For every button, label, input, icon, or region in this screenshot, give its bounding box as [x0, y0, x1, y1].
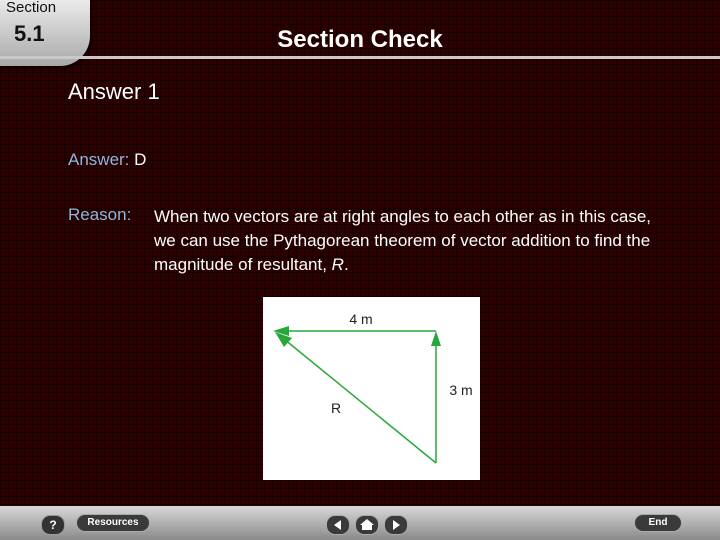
back-arrow-icon	[327, 516, 349, 534]
forward-button[interactable]	[384, 515, 408, 535]
answer-value: D	[134, 150, 147, 169]
back-button[interactable]	[326, 515, 350, 535]
vector-diagram-svg	[263, 297, 480, 480]
reason-text	[154, 205, 674, 277]
answer-line	[68, 150, 146, 170]
section-label: Section	[6, 0, 57, 16]
section-number: 5.1	[14, 21, 45, 46]
help-button[interactable]	[41, 515, 65, 535]
reason-label: Reason:	[68, 205, 132, 224]
resources-button[interactable]: Resources	[76, 514, 150, 532]
resultant-vector	[284, 339, 436, 463]
footer-bar	[0, 506, 720, 540]
help-icon: ?	[49, 518, 57, 532]
answer-heading: Answer 1	[68, 79, 160, 104]
vertical-arrowhead	[431, 331, 441, 346]
slide-title: Section Check	[277, 26, 443, 53]
side-vector-label: 3 m	[449, 382, 473, 398]
end-button[interactable]: End	[634, 514, 682, 532]
top-vector-label: 4 m	[349, 311, 373, 327]
reason-text-end: .	[343, 255, 349, 274]
forward-arrow-icon	[385, 516, 407, 534]
header-divider	[0, 56, 720, 59]
vector-diagram	[263, 297, 480, 480]
home-icon	[356, 516, 378, 534]
resultant-label: R	[330, 400, 342, 416]
home-button[interactable]	[355, 515, 379, 535]
answer-label: Answer:	[68, 150, 130, 169]
reason-text-variable: R	[331, 255, 344, 274]
reason-text-main: When two vectors are at right angles to each other as in this case, we can use the Pythagorean theorem of vector addition to find the magnitude of resultant,	[154, 207, 652, 274]
